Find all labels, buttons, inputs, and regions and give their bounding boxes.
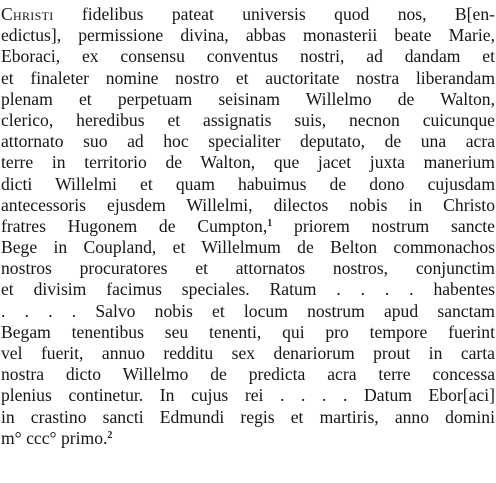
text-line-4: et finaleter nomine nostro et auctoritate nostra liberandam	[1, 67, 495, 88]
text-line-16: Begam tenentibus seu tenenti, qui pro tempore fuerint	[1, 321, 495, 342]
text-line-10: antecessoris ejusdem Willelmi, dilectos nobis in Christo	[1, 194, 495, 215]
text-line-19: plenius continetur. In cujus rei . . . . Datum Ebor[aci]	[1, 385, 495, 406]
text-line-11-end: priorem nostrum sancte	[272, 215, 495, 236]
text-line-1-body: fidelibus pateat universis quod nos, B[en-	[53, 4, 495, 24]
text-line-5: plenam et perpetuam seisinam Willelmo de Walton,	[1, 88, 495, 109]
text-line-7: attornato suo ad hoc specialiter deputato, de una acra	[1, 131, 495, 152]
text-line-11	[1, 216, 495, 237]
text-line-12: Bege in Coupland, et Willelmum de Belton commonachos	[1, 237, 495, 258]
footnote-marker-2: 2	[107, 429, 113, 441]
opening-word: Christi	[1, 4, 54, 24]
text-line-20: in crastino sancti Edmundi regis et martiris, anno domini	[1, 406, 495, 427]
text-line-17: vel fuerit, annuo redditu sex denariorum prout in carta	[1, 343, 495, 363]
text-line-1	[1, 4, 495, 25]
text-line-21	[1, 428, 495, 449]
charter-text	[1, 4, 495, 449]
text-line-15: . . . . Salvo nobis et locum nostrum apud sanctam	[1, 300, 495, 321]
text-line-6: clerico, heredibus et assignatis suis, necnon cuicunque	[1, 109, 495, 130]
text-line-11-start: fratres Hugonem de Cumpton,	[1, 215, 268, 236]
text-line-18: nostra dicto Willelmo de predicta acra terre concessa	[1, 364, 495, 385]
footnote-marker-1: 1	[267, 217, 273, 229]
text-line-14: et divisim facimus speciales. Ratum . . . . habentes	[1, 279, 495, 300]
text-line-21-body: m° ccc° primo.	[1, 427, 108, 448]
text-line-8: terre in territorio de Walton, que jacet juxta manerium	[1, 152, 495, 173]
text-line-13: nostros procuratores et attornatos nostros, conjunctim	[1, 258, 495, 279]
text-line-3: Eboraci, ex consensu conventus nostri, ad dandam et	[1, 46, 495, 67]
text-line-2: edictus], permissione divina, abbas monasterii beate Marie,	[1, 25, 495, 46]
text-line-9: dicti Willelmi et quam habuimus de dono cujusdam	[1, 173, 495, 194]
